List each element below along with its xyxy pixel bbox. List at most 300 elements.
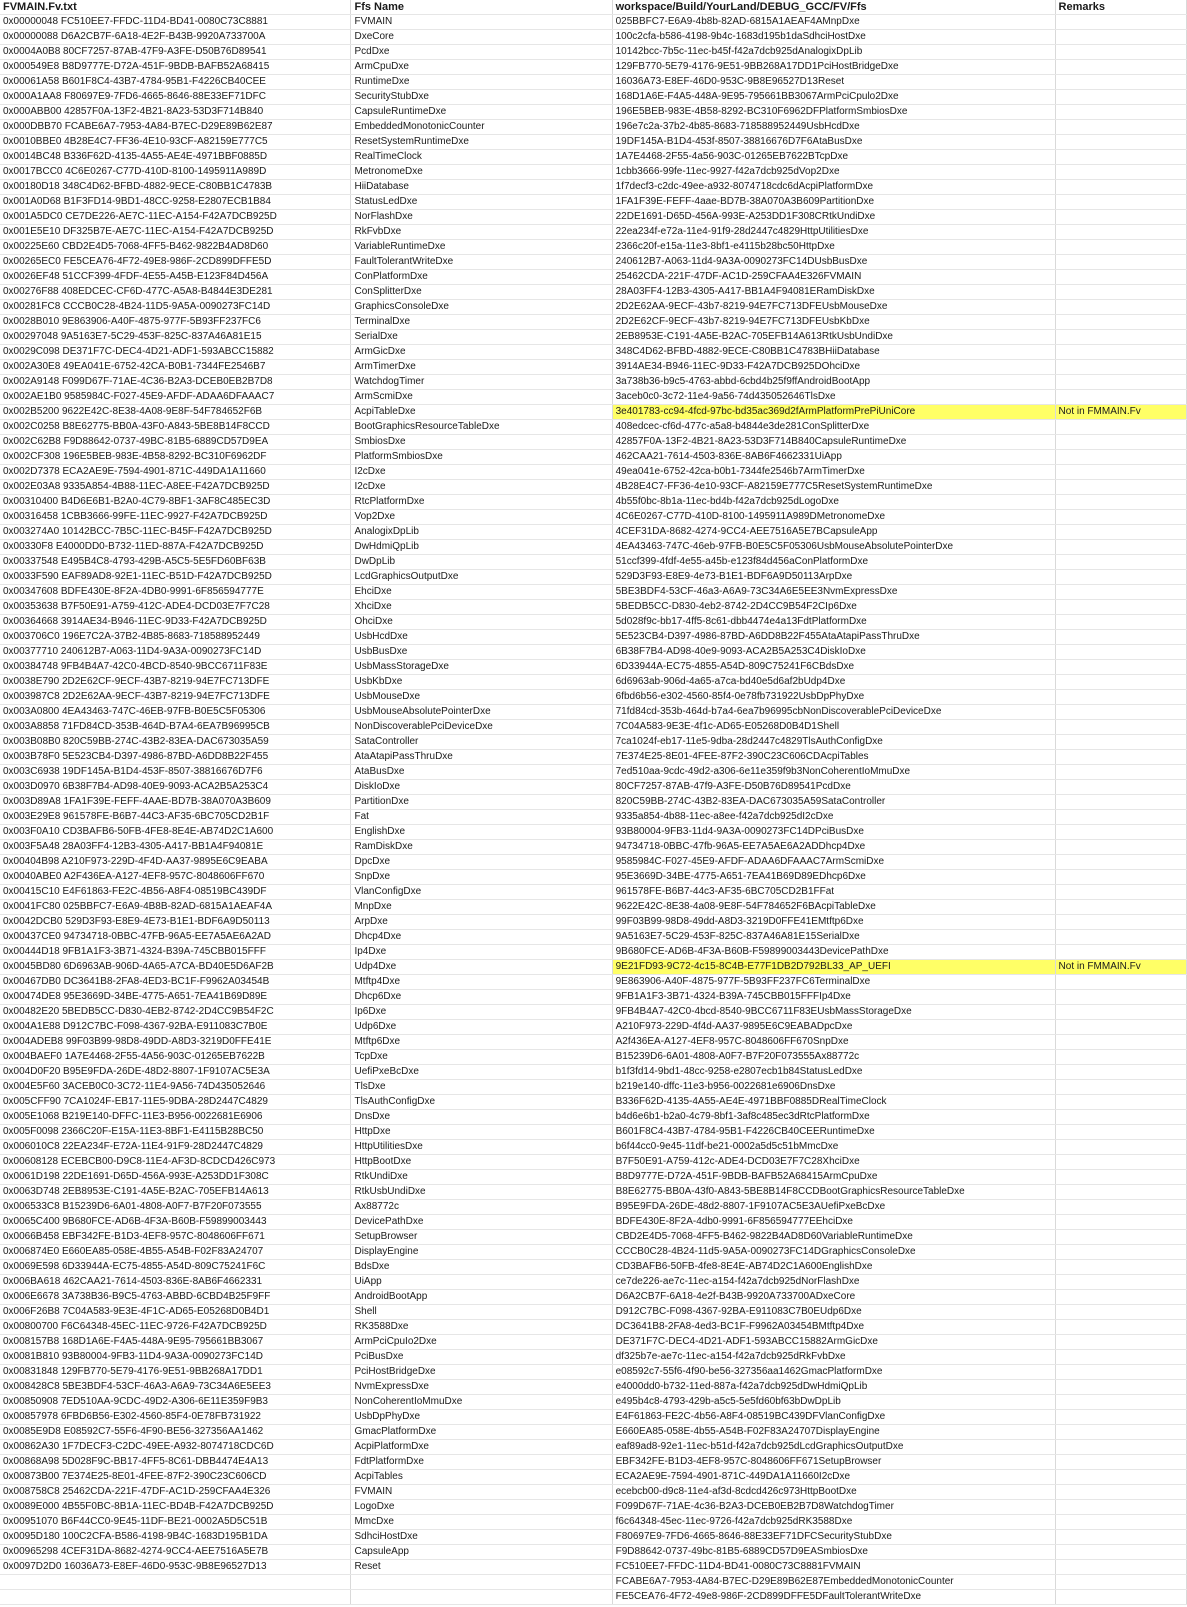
fv-entry-cell[interactable]: 0x00265EC0 FE5CEA76-4F72-49E8-986F-2CD899DFFE5D xyxy=(0,255,351,270)
fv-entry-cell[interactable]: 0x000A1AA8 F80697E9-7FD6-4665-8646-88E33EF71DFC xyxy=(0,90,351,105)
fv-entry-cell[interactable]: 0x003E29E8 961578FE-B6B7-44C3-AF35-6BC705CD2B1F xyxy=(0,810,351,825)
ffs-name-cell[interactable]: CapsuleApp xyxy=(351,1545,612,1560)
ffs-name-cell[interactable]: HiiDatabase xyxy=(351,180,612,195)
ffs-name-cell[interactable] xyxy=(351,1590,612,1605)
remarks-cell[interactable] xyxy=(1055,1350,1186,1365)
fv-entry-cell[interactable]: 0x0028B010 9E863906-A40F-4875-977F-5B93FF237FC6 xyxy=(0,315,351,330)
build-ffs-cell[interactable]: 9FB4B4A7-42C0-4bcd-8540-9BCC6711F83EUsbMassStorageDxe xyxy=(612,1005,1055,1020)
fv-entry-cell[interactable]: 0x0004A0B8 80CF7257-87AB-47F9-A3FE-D50B76D89541 xyxy=(0,45,351,60)
fv-entry-cell[interactable]: 0x00868A98 5D028F9C-BB17-4FF5-8C61-DBB4474E4A13 xyxy=(0,1455,351,1470)
build-ffs-cell[interactable]: F80697E9-7FD6-4665-8646-88E33EF71DFCSecurityStubDxe xyxy=(612,1530,1055,1545)
remarks-cell[interactable] xyxy=(1055,1110,1186,1125)
remarks-cell[interactable] xyxy=(1055,285,1186,300)
remarks-cell[interactable] xyxy=(1055,345,1186,360)
build-ffs-cell[interactable]: 3e401783-cc94-4fcd-97bc-bd35ac369d2fArmPlatformPrePiUniCore xyxy=(612,405,1055,420)
fv-entry-cell[interactable]: 0x002AE1B0 9585984C-F027-45E9-AFDF-ADAA6DFAAAC7 xyxy=(0,390,351,405)
fv-entry-cell[interactable]: 0x0065C400 9B680FCE-AD6B-4F3A-B60B-F59899003443 xyxy=(0,1215,351,1230)
build-ffs-cell[interactable]: 7ed510aa-9cdc-49d2-a306-6e11e359f9b3NonCoherentIoMmuDxe xyxy=(612,765,1055,780)
remarks-cell[interactable] xyxy=(1055,690,1186,705)
ffs-name-cell[interactable]: LogoDxe xyxy=(351,1500,612,1515)
fv-entry-cell[interactable]: 0x000DBB70 FCABE6A7-7953-4A84-B7EC-D29E89B62E87 xyxy=(0,120,351,135)
fv-entry-cell[interactable]: 0x002D7378 ECA2AE9E-7594-4901-871C-449DA1A11660 xyxy=(0,465,351,480)
build-ffs-cell[interactable]: EBF342FE-B1D3-4EF8-957C-8048606FF671SetupBrowser xyxy=(612,1455,1055,1470)
ffs-name-cell[interactable]: RtkUndiDxe xyxy=(351,1170,612,1185)
ffs-name-cell[interactable]: NorFlashDxe xyxy=(351,210,612,225)
ffs-name-cell[interactable]: AndroidBootApp xyxy=(351,1290,612,1305)
remarks-cell[interactable] xyxy=(1055,915,1186,930)
build-ffs-cell[interactable]: B8E62775-BB0A-43f0-A843-5BE8B14F8CCDBootGraphicsResourceTableDxe xyxy=(612,1185,1055,1200)
fv-entry-cell[interactable]: 0x0029C098 DE371F7C-DEC4-4D21-ADF1-593ABCC15882 xyxy=(0,345,351,360)
ffs-name-cell[interactable] xyxy=(351,1575,612,1590)
fv-entry-cell[interactable]: 0x005CFF90 7CA1024F-EB17-11E5-9DBA-28D2447C4829 xyxy=(0,1095,351,1110)
fv-entry-cell[interactable]: 0x0061D198 22DE1691-D65D-456A-993E-A253DD1F308C xyxy=(0,1170,351,1185)
build-ffs-cell[interactable]: 3914AE34-B946-11EC-9D33-F42A7DCB925DOhciDxe xyxy=(612,360,1055,375)
ffs-name-cell[interactable]: TcpDxe xyxy=(351,1050,612,1065)
remarks-cell[interactable] xyxy=(1055,1485,1186,1500)
remarks-cell[interactable] xyxy=(1055,1020,1186,1035)
fv-entry-cell[interactable]: 0x00862A30 1F7DECF3-C2DC-49EE-A932-8074718CDC6D xyxy=(0,1440,351,1455)
ffs-name-cell[interactable]: ConPlatformDxe xyxy=(351,270,612,285)
ffs-name-cell[interactable]: ResetSystemRuntimeDxe xyxy=(351,135,612,150)
build-ffs-cell[interactable]: B8D9777E-D72A-451F-9BDB-BAFB52A68415ArmCpuDxe xyxy=(612,1170,1055,1185)
remarks-cell[interactable] xyxy=(1055,270,1186,285)
build-ffs-cell[interactable]: 6D33944A-EC75-4855-A54D-809C75241F6CBdsDxe xyxy=(612,660,1055,675)
ffs-name-cell[interactable]: NonDiscoverablePciDeviceDxe xyxy=(351,720,612,735)
ffs-name-cell[interactable]: ArmTimerDxe xyxy=(351,360,612,375)
remarks-cell[interactable] xyxy=(1055,1425,1186,1440)
remarks-cell[interactable] xyxy=(1055,1245,1186,1260)
ffs-name-cell[interactable]: ArmCpuDxe xyxy=(351,60,612,75)
ffs-name-cell[interactable]: RuntimeDxe xyxy=(351,75,612,90)
remarks-cell[interactable] xyxy=(1055,180,1186,195)
remarks-cell[interactable] xyxy=(1055,360,1186,375)
remarks-cell[interactable] xyxy=(1055,330,1186,345)
remarks-cell[interactable] xyxy=(1055,45,1186,60)
build-ffs-cell[interactable]: 9A5163E7-5C29-453F-825C-837A46A81E15SerialDxe xyxy=(612,930,1055,945)
ffs-name-cell[interactable]: I2cDxe xyxy=(351,465,612,480)
ffs-name-cell[interactable]: TlsAuthConfigDxe xyxy=(351,1095,612,1110)
fv-entry-cell[interactable]: 0x00404B98 A210F973-229D-4F4D-AA37-9895E6C9EABA xyxy=(0,855,351,870)
remarks-cell[interactable] xyxy=(1055,720,1186,735)
remarks-cell[interactable] xyxy=(1055,30,1186,45)
ffs-name-cell[interactable]: NvmExpressDxe xyxy=(351,1380,612,1395)
build-ffs-cell[interactable]: B336F62D-4135-4A55-AE4E-4971BBF0885DRealTimeClock xyxy=(612,1095,1055,1110)
build-ffs-cell[interactable]: F9D88642-0737-49bc-81B5-6889CD57D9EASmbiosDxe xyxy=(612,1545,1055,1560)
ffs-name-cell[interactable]: NonCoherentIoMmuDxe xyxy=(351,1395,612,1410)
remarks-cell[interactable] xyxy=(1055,525,1186,540)
build-ffs-cell[interactable]: 5BE3BDF4-53CF-46a3-A6A9-73C34A6E5EE3NvmExpressDxe xyxy=(612,585,1055,600)
remarks-cell[interactable] xyxy=(1055,1095,1186,1110)
remarks-cell[interactable] xyxy=(1055,120,1186,135)
remarks-cell[interactable] xyxy=(1055,105,1186,120)
build-ffs-cell[interactable]: 10142bcc-7b5c-11ec-b45f-f42a7dcb925dAnalogixDpLib xyxy=(612,45,1055,60)
fv-entry-cell[interactable]: 0x003A8858 71FD84CD-353B-464D-B7A4-6EA7B96995CB xyxy=(0,720,351,735)
remarks-cell[interactable] xyxy=(1055,1140,1186,1155)
build-ffs-cell[interactable]: F099D67F-71AE-4c36-B2A3-DCEB0EB2B7D8WatchdogTimer xyxy=(612,1500,1055,1515)
ffs-name-cell[interactable]: SerialDxe xyxy=(351,330,612,345)
fv-entry-cell[interactable]: 0x005E1068 B219E140-DFFC-11E3-B956-0022681E6906 xyxy=(0,1110,351,1125)
fv-entry-cell[interactable]: 0x004D0F20 B95E9FDA-26DE-48D2-8807-1F9107AC5E3A xyxy=(0,1065,351,1080)
build-ffs-cell[interactable]: 129FB770-5E79-4176-9E51-9BB268A17DD1PciHostBridgeDxe xyxy=(612,60,1055,75)
ffs-name-cell[interactable]: Fat xyxy=(351,810,612,825)
fv-entry-cell[interactable]: 0x006533C8 B15239D6-6A01-4808-A0F7-B7F20F073555 xyxy=(0,1200,351,1215)
fv-entry-cell[interactable]: 0x0095D180 100C2CFA-B586-4198-9B4C-1683D195B1DA xyxy=(0,1530,351,1545)
remarks-cell[interactable] xyxy=(1055,240,1186,255)
ffs-name-cell[interactable]: Udp6Dxe xyxy=(351,1020,612,1035)
ffs-name-cell[interactable]: ArmScmiDxe xyxy=(351,390,612,405)
fv-entry-cell[interactable]: 0x00474DE8 95E3669D-34BE-4775-A651-7EA41B69D89E xyxy=(0,990,351,1005)
ffs-name-cell[interactable]: MmcDxe xyxy=(351,1515,612,1530)
remarks-cell[interactable] xyxy=(1055,975,1186,990)
ffs-name-cell[interactable]: EmbeddedMonotonicCounter xyxy=(351,120,612,135)
build-ffs-cell[interactable]: 100c2cfa-b586-4198-9b4c-1683d195b1daSdhciHostDxe xyxy=(612,30,1055,45)
remarks-cell[interactable] xyxy=(1055,60,1186,75)
fv-entry-cell[interactable]: 0x00364668 3914AE34-B946-11EC-9D33-F42A7DCB925D xyxy=(0,615,351,630)
fv-entry-cell[interactable]: 0x0014BC48 B336F62D-4135-4A55-AE4E-4971BBF0885D xyxy=(0,150,351,165)
ffs-name-cell[interactable]: SdhciHostDxe xyxy=(351,1530,612,1545)
remarks-cell[interactable] xyxy=(1055,1530,1186,1545)
build-ffs-cell[interactable]: 4b55f0bc-8b1a-11ec-bd4b-f42a7dcb925dLogoDxe xyxy=(612,495,1055,510)
build-ffs-cell[interactable]: 196E5BEB-983E-4B58-8292-BC310F6962DFPlatformSmbiosDxe xyxy=(612,105,1055,120)
fv-entry-cell[interactable]: 0x003D0970 6B38F7B4-AD98-40E9-9093-ACA2B5A253C4 xyxy=(0,780,351,795)
build-ffs-cell[interactable]: 2366c20f-e15a-11e3-8bf1-e4115b28bc50HttpDxe xyxy=(612,240,1055,255)
ffs-name-cell[interactable]: UsbBusDxe xyxy=(351,645,612,660)
fv-entry-cell[interactable]: 0x004E5F60 3ACEB0C0-3C72-11E4-9A56-74D435052646 xyxy=(0,1080,351,1095)
fv-entry-cell[interactable]: 0x002E03A8 9335A854-4B88-11EC-A8EE-F42A7DCB925D xyxy=(0,480,351,495)
ffs-name-cell[interactable]: CapsuleRuntimeDxe xyxy=(351,105,612,120)
fv-entry-cell[interactable]: 0x006BA618 462CAA21-7614-4503-836E-8AB6F4662331 xyxy=(0,1275,351,1290)
fv-entry-cell[interactable]: 0x00951070 B6F44CC0-9E45-11DF-BE21-0002A5D5C51B xyxy=(0,1515,351,1530)
fv-entry-cell[interactable]: 0x004A1E88 D912C7BC-F098-4367-92BA-E911083C7B0E xyxy=(0,1020,351,1035)
fv-entry-cell[interactable]: 0x00000048 FC510EE7-FFDC-11D4-BD41-0080C73C8881 xyxy=(0,15,351,30)
fv-entry-cell[interactable]: 0x00965298 4CEF31DA-8682-4274-9CC4-AEE7516A5E7B xyxy=(0,1545,351,1560)
ffs-name-cell[interactable]: FVMAIN xyxy=(351,1485,612,1500)
fv-entry-cell[interactable]: 0x00000088 D6A2CB7F-6A18-4E2F-B43B-9920A733700A xyxy=(0,30,351,45)
ffs-name-cell[interactable]: PlatformSmbiosDxe xyxy=(351,450,612,465)
ffs-name-cell[interactable]: BootGraphicsResourceTableDxe xyxy=(351,420,612,435)
build-ffs-cell[interactable]: f6c64348-45ec-11ec-9726-f42a7dcb925dRK3588Dxe xyxy=(612,1515,1055,1530)
ffs-name-cell[interactable]: AtaAtapiPassThruDxe xyxy=(351,750,612,765)
fv-entry-cell[interactable]: 0x000ABB00 42857F0A-13F2-4B21-8A23-53D3F714B840 xyxy=(0,105,351,120)
remarks-cell[interactable] xyxy=(1055,555,1186,570)
fv-entry-cell[interactable]: 0x0097D2D0 16036A73-E8EF-46D0-953C-9B8E96527D13 xyxy=(0,1560,351,1575)
build-ffs-cell[interactable]: 3aceb0c0-3c72-11e4-9a56-74d435052646TlsDxe xyxy=(612,390,1055,405)
ffs-name-cell[interactable]: AtaBusDxe xyxy=(351,765,612,780)
fv-entry-cell[interactable]: 0x00281FC8 CCCB0C28-4B24-11D5-9A5A-0090273FC14D xyxy=(0,300,351,315)
ffs-name-cell[interactable]: DisplayEngine xyxy=(351,1245,612,1260)
fv-entry-cell[interactable]: 0x005F0098 2366C20F-E15A-11E3-8BF1-E4115B28BC50 xyxy=(0,1125,351,1140)
fv-entry-cell[interactable]: 0x002B5200 9622E42C-8E38-4A08-9E8F-54F784652F6B xyxy=(0,405,351,420)
header-cell-fvmain[interactable]: FVMAIN.Fv.txt xyxy=(0,0,351,15)
fv-entry-cell[interactable]: 0x003274A0 10142BCC-7B5C-11EC-B45F-F42A7DCB925D xyxy=(0,525,351,540)
ffs-name-cell[interactable]: StatusLedDxe xyxy=(351,195,612,210)
build-ffs-cell[interactable]: B7F50E91-A759-412c-ADE4-DCD03E7F7C28XhciDxe xyxy=(612,1155,1055,1170)
remarks-cell[interactable] xyxy=(1055,1320,1186,1335)
remarks-cell[interactable] xyxy=(1055,1125,1186,1140)
fv-entry-cell[interactable]: 0x00800700 F6C64348-45EC-11EC-9726-F42A7DCB925D xyxy=(0,1320,351,1335)
remarks-cell[interactable] xyxy=(1055,1560,1186,1575)
fv-entry-cell[interactable]: 0x003A0800 4EA43463-747C-46EB-97FB-B0E5C5F05306 xyxy=(0,705,351,720)
fv-entry-cell[interactable]: 0x003D89A8 1FA1F39E-FEFF-4AAE-BD7B-38A070A3B609 xyxy=(0,795,351,810)
fv-entry-cell[interactable]: 0x004BAEF0 1A7E4468-2F55-4A56-903C-01265EB7622B xyxy=(0,1050,351,1065)
remarks-cell[interactable] xyxy=(1055,705,1186,720)
fv-entry-cell[interactable]: 0x00415C10 E4F61863-FE2C-4B56-A8F4-08519BC439DF xyxy=(0,885,351,900)
fv-entry-cell[interactable]: 0x008428C8 5BE3BDF4-53CF-46A3-A6A9-73C34A6E5EE3 xyxy=(0,1380,351,1395)
fv-entry-cell[interactable] xyxy=(0,1590,351,1605)
ffs-name-cell[interactable]: RkFvbDxe xyxy=(351,225,612,240)
build-ffs-cell[interactable]: 51ccf399-4fdf-4e55-a45b-e123f84d456aConPlatformDxe xyxy=(612,555,1055,570)
ffs-name-cell[interactable]: DwDpLib xyxy=(351,555,612,570)
ffs-name-cell[interactable]: Ip6Dxe xyxy=(351,1005,612,1020)
fv-entry-cell[interactable]: 0x00276F88 408EDCEC-CF6D-477C-A5A8-B4844E3DE281 xyxy=(0,285,351,300)
fv-entry-cell[interactable]: 0x003706C0 196E7C2A-37B2-4B85-8683-718588952449 xyxy=(0,630,351,645)
ffs-name-cell[interactable]: Mtftp6Dxe xyxy=(351,1035,612,1050)
ffs-name-cell[interactable]: EhciDxe xyxy=(351,585,612,600)
build-ffs-cell[interactable]: 2D2E62CF-9ECF-43b7-8219-94E7FC713DFEUsbKbDxe xyxy=(612,315,1055,330)
fv-entry-cell[interactable]: 0x00316458 1CBB3666-99FE-11EC-9927-F42A7DCB925D xyxy=(0,510,351,525)
ffs-name-cell[interactable]: UsbMouseDxe xyxy=(351,690,612,705)
remarks-cell[interactable] xyxy=(1055,825,1186,840)
build-ffs-cell[interactable]: ce7de226-ae7c-11ec-a154-f42a7dcb925dNorFlashDxe xyxy=(612,1275,1055,1290)
remarks-cell[interactable] xyxy=(1055,1035,1186,1050)
build-ffs-cell[interactable]: 94734718-0BBC-47fb-96A5-EE7A5AE6A2ADDhcp4Dxe xyxy=(612,840,1055,855)
fv-entry-cell[interactable] xyxy=(0,1575,351,1590)
ffs-name-cell[interactable]: SataController xyxy=(351,735,612,750)
ffs-name-cell[interactable]: Dhcp6Dxe xyxy=(351,990,612,1005)
ffs-name-cell[interactable]: XhciDxe xyxy=(351,600,612,615)
build-ffs-cell[interactable]: 4B28E4C7-FF36-4e10-93CF-A82159E777C5ResetSystemRuntimeDxe xyxy=(612,480,1055,495)
header-cell-workspace-path[interactable]: workspace/Build/YourLand/DEBUG_GCC/FV/Ffs xyxy=(612,0,1055,15)
build-ffs-cell[interactable]: 93B80004-9FB3-11d4-9A3A-0090273FC14DPciBusDxe xyxy=(612,825,1055,840)
build-ffs-cell[interactable]: 4C6E0267-C77D-410D-8100-1495911A989DMetronomeDxe xyxy=(612,510,1055,525)
fv-entry-cell[interactable]: 0x00444D18 9FB1A1F3-3B71-4324-B39A-745CBB015FFF xyxy=(0,945,351,960)
build-ffs-cell[interactable]: 9E21FD93-9C72-4c15-8C4B-E77F1DB2D792BL33_AP_UEFI xyxy=(612,960,1055,975)
remarks-cell[interactable]: Not in FMMAIN.Fv xyxy=(1055,960,1186,975)
fv-entry-cell[interactable]: 0x006874E0 E660EA85-058E-4B55-A54B-F02F83A24707 xyxy=(0,1245,351,1260)
fv-entry-cell[interactable]: 0x003B78F0 5E523CB4-D397-4986-87BD-A6DD8B22F455 xyxy=(0,750,351,765)
remarks-cell[interactable] xyxy=(1055,90,1186,105)
build-ffs-cell[interactable]: 9585984C-F027-45E9-AFDF-ADAA6DFAAAC7ArmScmiDxe xyxy=(612,855,1055,870)
build-ffs-cell[interactable]: E4F61863-FE2C-4b56-A8F4-08519BC439DFVlanConfigDxe xyxy=(612,1410,1055,1425)
build-ffs-cell[interactable]: 168D1A6E-F4A5-448A-9E95-795661BB3067ArmPciCpulo2Dxe xyxy=(612,90,1055,105)
build-ffs-cell[interactable]: CBD2E4D5-7068-4FF5-B462-9822B4AD8D60VariableRuntimeDxe xyxy=(612,1230,1055,1245)
fv-entry-cell[interactable]: 0x003987C8 2D2E62AA-9ECF-43B7-8219-94E7FC713DFE xyxy=(0,690,351,705)
ffs-name-cell[interactable]: AcpiTableDxe xyxy=(351,405,612,420)
build-ffs-cell[interactable]: 1A7E4468-2F55-4a56-903C-01265EB7622BTcpDxe xyxy=(612,150,1055,165)
ffs-name-cell[interactable]: PciHostBridgeDxe xyxy=(351,1365,612,1380)
build-ffs-cell[interactable]: 4CEF31DA-8682-4274-9CC4-AEE7516A5E7BCapsuleApp xyxy=(612,525,1055,540)
remarks-cell[interactable] xyxy=(1055,540,1186,555)
build-ffs-cell[interactable]: 99F03B99-98D8-49dd-A8D3-3219D0FFE41EMtftp6Dxe xyxy=(612,915,1055,930)
ffs-name-cell[interactable]: Shell xyxy=(351,1305,612,1320)
build-ffs-cell[interactable]: FCABE6A7-7953-4A84-B7EC-D29E89B62E87EmbeddedMonotonicCounter xyxy=(612,1575,1055,1590)
ffs-name-cell[interactable]: DwHdmiQpLib xyxy=(351,540,612,555)
remarks-cell[interactable] xyxy=(1055,840,1186,855)
ffs-name-cell[interactable]: Ip4Dxe xyxy=(351,945,612,960)
build-ffs-cell[interactable]: 6fbd6b56-e302-4560-85f4-0e78fb731922UsbDpPhyDxe xyxy=(612,690,1055,705)
remarks-cell[interactable] xyxy=(1055,1305,1186,1320)
remarks-cell[interactable] xyxy=(1055,1335,1186,1350)
remarks-cell[interactable] xyxy=(1055,1260,1186,1275)
fv-entry-cell[interactable]: 0x002C0258 B8E62775-BB0A-43F0-A843-5BE8B14F8CCD xyxy=(0,420,351,435)
ffs-name-cell[interactable]: RealTimeClock xyxy=(351,150,612,165)
ffs-name-cell[interactable]: AcpiPlatformDxe xyxy=(351,1440,612,1455)
fv-entry-cell[interactable]: 0x002C62B8 F9D88642-0737-49BC-81B5-6889CD57D9EA xyxy=(0,435,351,450)
build-ffs-cell[interactable]: 49ea041e-6752-42ca-b0b1-7344fe2546b7ArmTimerDxe xyxy=(612,465,1055,480)
fv-entry-cell[interactable]: 0x00330F8 E4000DD0-B732-11ED-887A-F42A7DCB925D xyxy=(0,540,351,555)
fv-entry-cell[interactable]: 0x00377710 240612B7-A063-11D4-9A3A-0090273FC14D xyxy=(0,645,351,660)
fv-entry-cell[interactable]: 0x00850908 7ED510AA-9CDC-49D2-A306-6E11E359F9B3 xyxy=(0,1395,351,1410)
header-cell-remarks[interactable]: Remarks xyxy=(1055,0,1186,15)
fv-entry-cell[interactable]: 0x00180D18 348C4D62-BFBD-4882-9ECE-C80BB1C4783B xyxy=(0,180,351,195)
remarks-cell[interactable] xyxy=(1055,1515,1186,1530)
ffs-name-cell[interactable]: UsbMouseAbsolutePointerDxe xyxy=(351,705,612,720)
remarks-cell[interactable] xyxy=(1055,1050,1186,1065)
remarks-cell[interactable] xyxy=(1055,1200,1186,1215)
ffs-name-cell[interactable]: HttpBootDxe xyxy=(351,1155,612,1170)
ffs-name-cell[interactable]: ArmPciCpuIo2Dxe xyxy=(351,1335,612,1350)
fv-entry-cell[interactable]: 0x00347608 BDFE430E-8F2A-4DB0-9991-6F856594777E xyxy=(0,585,351,600)
ffs-name-cell[interactable]: Reset xyxy=(351,1560,612,1575)
remarks-cell[interactable] xyxy=(1055,1365,1186,1380)
build-ffs-cell[interactable]: 529D3F93-E8E9-4e73-B1E1-BDF6A9D50113ArpDxe xyxy=(612,570,1055,585)
remarks-cell[interactable] xyxy=(1055,810,1186,825)
ffs-name-cell[interactable]: SnpDxe xyxy=(351,870,612,885)
build-ffs-cell[interactable]: 7C04A583-9E3E-4f1c-AD65-E05268D0B4D1Shell xyxy=(612,720,1055,735)
fv-entry-cell[interactable]: 0x000549E8 B8D9777E-D72A-451F-9BDB-BAFB52A68415 xyxy=(0,60,351,75)
build-ffs-cell[interactable]: b6f44cc0-9e45-11df-be21-0002a5d5c51bMmcDxe xyxy=(612,1140,1055,1155)
fv-entry-cell[interactable]: 0x0042DCB0 529D3F93-E8E9-4E73-B1E1-BDF6A9D50113 xyxy=(0,915,351,930)
fv-entry-cell[interactable]: 0x00061A58 B601F8C4-43B7-4784-95B1-F4226CB40CEE xyxy=(0,75,351,90)
fv-entry-cell[interactable]: 0x0066B458 EBF342FE-B1D3-4EF8-957C-8048606FF671 xyxy=(0,1230,351,1245)
ffs-name-cell[interactable]: DxeCore xyxy=(351,30,612,45)
build-ffs-cell[interactable]: df325b7e-ae7c-11ec-a154-f42a7dcb925dRkFvbDxe xyxy=(612,1350,1055,1365)
ffs-name-cell[interactable]: ArpDxe xyxy=(351,915,612,930)
remarks-cell[interactable] xyxy=(1055,1455,1186,1470)
remarks-cell[interactable] xyxy=(1055,600,1186,615)
ffs-name-cell[interactable]: DevicePathDxe xyxy=(351,1215,612,1230)
build-ffs-cell[interactable]: 2D2E62AA-9ECF-43b7-8219-94E7FC713DFEUsbMouseDxe xyxy=(612,300,1055,315)
ffs-name-cell[interactable]: UefiPxeBcDxe xyxy=(351,1065,612,1080)
remarks-cell[interactable] xyxy=(1055,870,1186,885)
ffs-name-cell[interactable]: FdtPlatformDxe xyxy=(351,1455,612,1470)
remarks-cell[interactable] xyxy=(1055,465,1186,480)
build-ffs-cell[interactable]: 9E863906-A40F-4875-977F-5B93FF237FC6TerminalDxe xyxy=(612,975,1055,990)
remarks-cell[interactable] xyxy=(1055,1440,1186,1455)
build-ffs-cell[interactable]: D912C7BC-F098-4367-92BA-E911083C7B0EUdp6Dxe xyxy=(612,1305,1055,1320)
remarks-cell[interactable] xyxy=(1055,795,1186,810)
remarks-cell[interactable] xyxy=(1055,1215,1186,1230)
build-ffs-cell[interactable]: ecebcb00-d9c8-11e4-af3d-8cdcd426c973HttpBootDxe xyxy=(612,1485,1055,1500)
remarks-cell[interactable] xyxy=(1055,1065,1186,1080)
build-ffs-cell[interactable]: 1f7decf3-c2dc-49ee-a932-8074718cdc6dAcpiPlatformDxe xyxy=(612,180,1055,195)
fv-entry-cell[interactable]: 0x0041FC80 025BBFC7-E6A9-4B8B-82AD-6815A1AEAF4A xyxy=(0,900,351,915)
build-ffs-cell[interactable]: 462CAA21-7614-4503-836E-8AB6F4662331UiApp xyxy=(612,450,1055,465)
ffs-name-cell[interactable]: DnsDxe xyxy=(351,1110,612,1125)
ffs-name-cell[interactable]: UsbHcdDxe xyxy=(351,630,612,645)
ffs-name-cell[interactable]: UiApp xyxy=(351,1275,612,1290)
ffs-name-cell[interactable]: AcpiTables xyxy=(351,1470,612,1485)
remarks-cell[interactable] xyxy=(1055,1395,1186,1410)
remarks-cell[interactable] xyxy=(1055,1500,1186,1515)
ffs-name-cell[interactable]: ConSplitterDxe xyxy=(351,285,612,300)
fv-entry-cell[interactable]: 0x00297048 9A5163E7-5C29-453F-825C-837A46A81E15 xyxy=(0,330,351,345)
build-ffs-cell[interactable]: 1FA1F39E-FEFF-4aae-BD7B-38A070A3B609PartitionDxe xyxy=(612,195,1055,210)
build-ffs-cell[interactable]: b1f3fd14-9bd1-48cc-9258-e2807ecb1b84StatusLedDxe xyxy=(612,1065,1055,1080)
remarks-cell[interactable] xyxy=(1055,450,1186,465)
remarks-cell[interactable] xyxy=(1055,1380,1186,1395)
ffs-name-cell[interactable]: I2cDxe xyxy=(351,480,612,495)
remarks-cell[interactable] xyxy=(1055,375,1186,390)
build-ffs-cell[interactable]: B601F8C4-43B7-4784-95B1-F4226CB40CEERuntimeDxe xyxy=(612,1125,1055,1140)
fv-entry-cell[interactable]: 0x0026EF48 51CCF399-4FDF-4E55-A45B-E123F84D456A xyxy=(0,270,351,285)
build-ffs-cell[interactable]: 961578FE-B6B7-44c3-AF35-6BC705CD2B1FFat xyxy=(612,885,1055,900)
build-ffs-cell[interactable]: 19DF145A-B1D4-453f-8507-38816676D7F6AtaBusDxe xyxy=(612,135,1055,150)
ffs-name-cell[interactable]: DpcDxe xyxy=(351,855,612,870)
ffs-name-cell[interactable]: FVMAIN xyxy=(351,15,612,30)
remarks-cell[interactable] xyxy=(1055,735,1186,750)
build-ffs-cell[interactable]: 6B38F7B4-AD98-40e9-9093-ACA2B5A253C4DiskIoDxe xyxy=(612,645,1055,660)
build-ffs-cell[interactable]: FC510EE7-FFDC-11D4-BD41-0080C73C8881FVMAIN xyxy=(612,1560,1055,1575)
build-ffs-cell[interactable]: 22ea234f-e72a-11e4-91f9-28d2447c4829HttpUtilitiesDxe xyxy=(612,225,1055,240)
remarks-cell[interactable] xyxy=(1055,1410,1186,1425)
build-ffs-cell[interactable]: 240612B7-A063-11d4-9A3A-0090273FC14DUsbBusDxe xyxy=(612,255,1055,270)
fv-entry-cell[interactable]: 0x008758C8 25462CDA-221F-47DF-AC1D-259CFAA4E326 xyxy=(0,1485,351,1500)
build-ffs-cell[interactable]: eaf89ad8-92e1-11ec-b51d-f42a7dcb925dLcdGraphicsOutputDxe xyxy=(612,1440,1055,1455)
ffs-name-cell[interactable]: RamDiskDxe xyxy=(351,840,612,855)
remarks-cell[interactable] xyxy=(1055,660,1186,675)
remarks-cell[interactable] xyxy=(1055,945,1186,960)
fv-entry-cell[interactable]: 0x003F0A10 CD3BAFB6-50FB-4FE8-8E4E-AB74D2C1A600 xyxy=(0,825,351,840)
build-ffs-cell[interactable]: B95E9FDA-26DE-48d2-8807-1F9107AC5E3AUefiPxeBcDxe xyxy=(612,1200,1055,1215)
fv-entry-cell[interactable]: 0x003F5A48 28A03FF4-12B3-4305-A417-BB1A4F94081E xyxy=(0,840,351,855)
fv-entry-cell[interactable]: 0x006010C8 22EA234F-E72A-11E4-91F9-28D2447C4829 xyxy=(0,1140,351,1155)
build-ffs-cell[interactable]: 5E523CB4-D397-4986-87BD-A6DD8B22F455AtaAtapiPassThruDxe xyxy=(612,630,1055,645)
fv-entry-cell[interactable]: 0x00310400 B4D6E6B1-B2A0-4C79-8BF1-3AF8C485EC3D xyxy=(0,495,351,510)
header-cell-ffs-name[interactable]: Ffs Name xyxy=(351,0,612,15)
fv-entry-cell[interactable]: 0x00482E20 5BEDB5CC-D830-4EB2-8742-2D4CC9B54F2C xyxy=(0,1005,351,1020)
ffs-name-cell[interactable]: Dhcp4Dxe xyxy=(351,930,612,945)
remarks-cell[interactable] xyxy=(1055,1155,1186,1170)
ffs-name-cell[interactable]: WatchdogTimer xyxy=(351,375,612,390)
ffs-name-cell[interactable]: SetupBrowser xyxy=(351,1230,612,1245)
remarks-cell[interactable] xyxy=(1055,510,1186,525)
remarks-cell[interactable] xyxy=(1055,1080,1186,1095)
fv-entry-cell[interactable]: 0x0010BBE0 4B28E4C7-FF36-4E10-93CF-A82159E777C5 xyxy=(0,135,351,150)
remarks-cell[interactable] xyxy=(1055,300,1186,315)
ffs-name-cell[interactable]: OhciDxe xyxy=(351,615,612,630)
ffs-name-cell[interactable]: Mtftp4Dxe xyxy=(351,975,612,990)
build-ffs-cell[interactable]: B15239D6-6A01-4808-A0F7-B7F20F073555Ax88772c xyxy=(612,1050,1055,1065)
remarks-cell[interactable] xyxy=(1055,1290,1186,1305)
remarks-cell[interactable] xyxy=(1055,390,1186,405)
build-ffs-cell[interactable]: BDFE430E-8F2A-4db0-9991-6F856594777EEhciDxe xyxy=(612,1215,1055,1230)
fv-entry-cell[interactable]: 0x002A30E8 49EA041E-6752-42CA-B0B1-7344FE2546B7 xyxy=(0,360,351,375)
ffs-name-cell[interactable]: GraphicsConsoleDxe xyxy=(351,300,612,315)
fv-entry-cell[interactable]: 0x001E5E10 DF325B7E-AE7C-11EC-A154-F42A7DCB925D xyxy=(0,225,351,240)
build-ffs-cell[interactable]: 22DE1691-D65D-456A-993E-A253DD1F308CRtkUndiDxe xyxy=(612,210,1055,225)
build-ffs-cell[interactable]: 16036A73-E8EF-46D0-953C-9B8E96527D13Reset xyxy=(612,75,1055,90)
remarks-cell[interactable] xyxy=(1055,1185,1186,1200)
build-ffs-cell[interactable]: 9FB1A1F3-3B71-4324-B39A-745CBB015FFFIp4Dxe xyxy=(612,990,1055,1005)
build-ffs-cell[interactable]: 9622E42C-8E38-4a08-9E8F-54F784652F6BAcpiTableDxe xyxy=(612,900,1055,915)
build-ffs-cell[interactable]: 71fd84cd-353b-464d-b7a4-6ea7b96995cbNonDiscoverablePciDeviceDxe xyxy=(612,705,1055,720)
fv-entry-cell[interactable]: 0x001A0D68 B1F3FD14-9BD1-48CC-9258-E2807ECB1B84 xyxy=(0,195,351,210)
ffs-name-cell[interactable]: AnalogixDpLib xyxy=(351,525,612,540)
ffs-name-cell[interactable]: EnglishDxe xyxy=(351,825,612,840)
remarks-cell[interactable] xyxy=(1055,885,1186,900)
remarks-cell[interactable] xyxy=(1055,225,1186,240)
